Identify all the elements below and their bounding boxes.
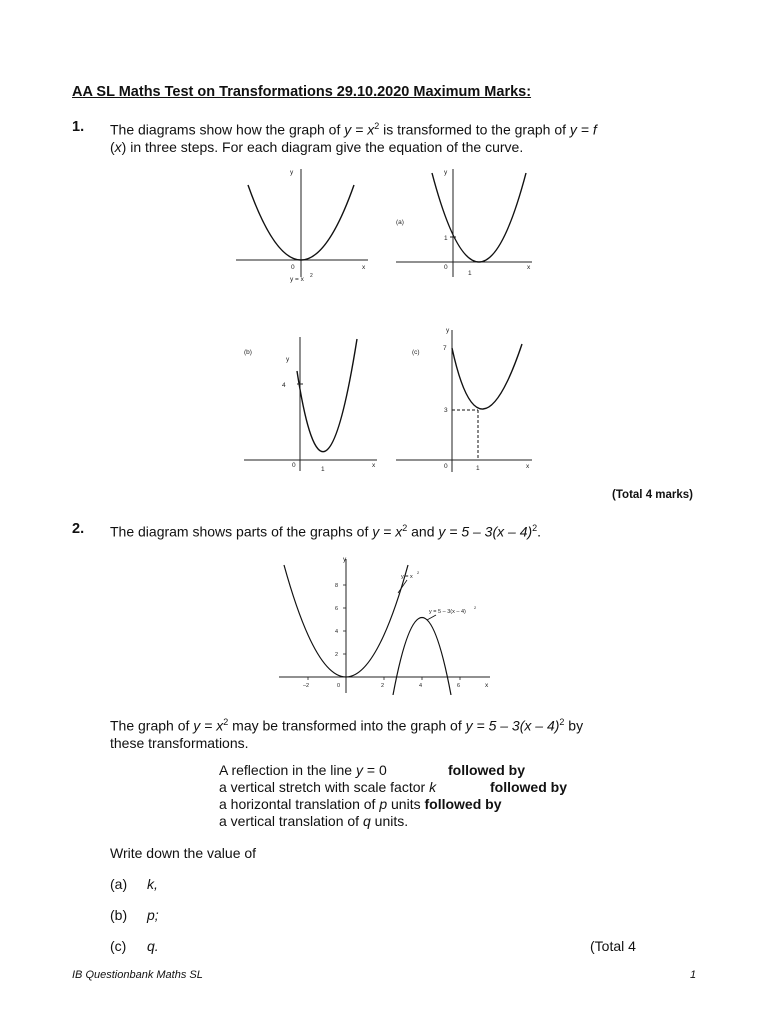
svg-text:2: 2 bbox=[417, 570, 420, 575]
question-2-text: The diagram shows parts of the graphs of $y = x^2$ and y = 5 – 3(x – 4)$^2$. bbox=[110, 523, 542, 540]
graph-a bbox=[392, 165, 537, 280]
graph-b bbox=[240, 325, 380, 475]
x-tick-neg-2: –2 bbox=[303, 683, 310, 689]
y-axis-label: y bbox=[286, 356, 290, 363]
x-tick-1: 1 bbox=[321, 466, 325, 473]
x-axis-label: x bbox=[485, 682, 489, 689]
page-title: AA SL Maths Test on Transformations 29.10.2020 Maximum Marks: bbox=[72, 84, 532, 100]
question-2-number: 2. bbox=[72, 521, 85, 537]
step-2-followed-by: followed by bbox=[490, 779, 567, 795]
question-1-total-marks: (Total 4 marks) bbox=[612, 489, 693, 501]
y-tick-2: 2 bbox=[335, 652, 339, 658]
x-axis-label: x bbox=[526, 463, 530, 470]
graph-c bbox=[392, 322, 537, 475]
graph-label-b: (b) bbox=[244, 349, 252, 356]
part-b-value: p; bbox=[147, 907, 159, 923]
curve-label: y = x bbox=[290, 276, 304, 283]
svg-text:2: 2 bbox=[474, 605, 477, 610]
x-tick-0: 0 bbox=[337, 683, 341, 689]
part-c-value: q. bbox=[147, 938, 159, 954]
y-tick-6: 6 bbox=[335, 606, 339, 612]
x-tick-1: 1 bbox=[476, 465, 480, 472]
origin-label: 0 bbox=[292, 462, 296, 469]
y-axis-label: y bbox=[343, 556, 347, 563]
x-axis-label: x bbox=[362, 264, 366, 271]
y-tick-4: 4 bbox=[282, 382, 286, 389]
page-number: 1 bbox=[690, 969, 697, 981]
svg-text:2: 2 bbox=[310, 273, 313, 279]
part-a-label: (a) bbox=[110, 876, 128, 892]
step-horizontal-translation: a horizontal translation of p units followed by bbox=[219, 796, 502, 812]
y-axis-label: y bbox=[446, 327, 450, 334]
x-tick-2: 2 bbox=[381, 683, 385, 689]
graph-question-2 bbox=[275, 555, 495, 695]
origin-label: 0 bbox=[444, 463, 448, 470]
x-tick-4: 4 bbox=[419, 683, 423, 689]
part-b-label: (b) bbox=[110, 907, 128, 923]
question-2-paragraph: The graph of $y = x^2$ may be transformed into the graph of y = 5 – 3(x – 4)$^2$ by these transformations. bbox=[110, 717, 584, 751]
part-a-value: k, bbox=[147, 876, 158, 892]
footer-source: IB Questionbank Maths SL bbox=[72, 969, 203, 981]
x-tick-1: 1 bbox=[468, 270, 472, 277]
y-axis-label: y bbox=[290, 169, 294, 176]
question-1-number: 1. bbox=[72, 119, 85, 135]
x-tick-6: 6 bbox=[457, 683, 461, 689]
y-tick-3: 3 bbox=[444, 407, 448, 414]
y-tick-8: 8 bbox=[335, 583, 339, 589]
curve-label-transformed: y = 5 – 3(x – 4) bbox=[429, 609, 466, 615]
x-axis-label: x bbox=[527, 264, 531, 271]
origin-label: 0 bbox=[444, 264, 448, 271]
origin-label: 0 bbox=[291, 264, 295, 271]
y-axis-label: y bbox=[444, 169, 448, 176]
curve-label-x-squared: y = x bbox=[401, 574, 413, 580]
step-reflection: A reflection in the line y = 0 bbox=[219, 762, 387, 778]
graph-label-a: (a) bbox=[396, 219, 404, 226]
x-axis-label: x bbox=[372, 462, 376, 469]
y-tick-4: 4 bbox=[335, 629, 339, 635]
y-tick-1: 1 bbox=[444, 235, 448, 242]
part-c-label: (c) bbox=[110, 938, 127, 954]
step-1-followed-by: followed by bbox=[448, 762, 525, 778]
write-down-prompt: Write down the value of bbox=[110, 845, 257, 861]
step-vertical-stretch: a vertical stretch with scale factor k bbox=[219, 779, 437, 795]
y-tick-7: 7 bbox=[443, 345, 447, 352]
step-vertical-translation: a vertical translation of q units. bbox=[219, 813, 409, 829]
question-2-total-marks: (Total 4 bbox=[590, 938, 636, 954]
graph-label-c: (c) bbox=[412, 349, 420, 356]
question-1-text: The diagrams show how the graph of $y = x^2$ is transformed to the graph of y = f (x) in three steps. For each diagram give the equation of the curve. bbox=[110, 121, 597, 155]
graph-parabola-original bbox=[232, 165, 372, 295]
